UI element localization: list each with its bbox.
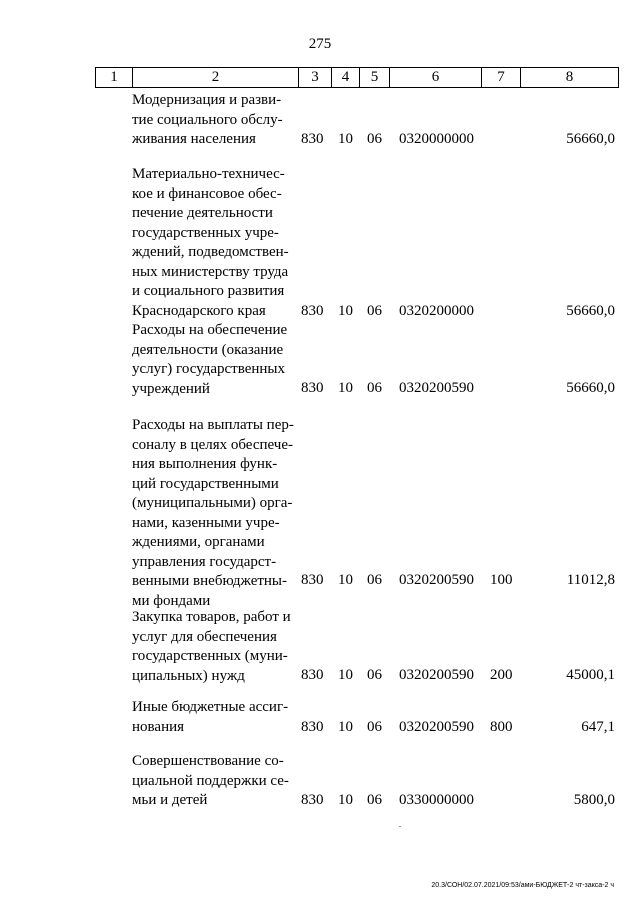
- desc-line: (муниципальными) орга-: [132, 495, 293, 511]
- cell-col3: 830: [301, 719, 324, 735]
- desc-line: печение деятельности: [132, 205, 273, 221]
- desc-line: Краснодарского края: [132, 302, 266, 319]
- column-number-1: 1: [96, 68, 133, 88]
- cell-col5: 06: [367, 719, 382, 735]
- cell-col5: 06: [367, 131, 382, 147]
- desc-line: Расходы на выплаты пер-: [132, 417, 294, 433]
- column-number-2: 2: [133, 68, 299, 88]
- desc-line: услуг) государственных: [132, 361, 285, 377]
- cell-col3: 830: [301, 792, 324, 808]
- cell-col8: 56660,0: [566, 303, 615, 319]
- cell-col5: 06: [367, 380, 382, 396]
- desc-line: мьи и детей: [132, 792, 208, 808]
- cell-col5: 06: [367, 792, 382, 808]
- desc-line: нования: [132, 718, 185, 735]
- cell-col7: 800: [490, 719, 513, 735]
- cell-col4: 10: [338, 719, 353, 735]
- page-number: 275: [308, 36, 332, 52]
- desc-line: и социального развития: [132, 283, 285, 299]
- column-header-row: [95, 67, 619, 88]
- document-footer-stamp: 20.3/СОН/02.07.2021/09:53/ами-БЮДЖЕТ-2 чт-закса-2 ч: [431, 882, 614, 889]
- desc-line: государственных (муни-: [132, 648, 288, 664]
- cell-col8: 5800,0: [573, 792, 615, 808]
- desc-line: ципальных) нужд: [132, 667, 245, 684]
- cell-col8: 11012,8: [566, 572, 615, 588]
- cell-col8: 56660,0: [566, 380, 615, 396]
- cell-col8: 56660,0: [566, 131, 615, 147]
- scan-speck: [399, 826, 401, 827]
- cell-col4: 10: [338, 380, 353, 396]
- desc-line: Закупка товаров, работ и: [132, 609, 291, 625]
- column-number-4: 4: [332, 68, 360, 88]
- column-number-7: 7: [482, 68, 521, 88]
- row-description: [132, 91, 296, 150]
- column-number-5: 5: [360, 68, 390, 88]
- cell-col6: 0330000000: [399, 792, 474, 808]
- desc-line: Материально-техничес-: [132, 166, 285, 182]
- row-description: [132, 416, 296, 611]
- cell-col5: 06: [367, 667, 382, 683]
- row-description: [132, 752, 296, 811]
- desc-line: Иные бюджетные ассиг-: [132, 699, 289, 715]
- desc-line: ций государственными: [132, 475, 279, 492]
- column-number-8: 8: [521, 68, 619, 88]
- desc-line: соналу в целях обеспече-: [132, 436, 293, 453]
- desc-line: ждений, подведомствен-: [132, 244, 289, 260]
- desc-line: услуг для обеспечения: [132, 628, 277, 645]
- desc-line: ждениями, органами: [132, 534, 265, 550]
- cell-col4: 10: [338, 303, 353, 319]
- desc-line: учреждений: [132, 380, 210, 397]
- cell-col6: 0320200590: [399, 719, 474, 735]
- desc-line: Расходы на обеспечение: [132, 322, 288, 338]
- cell-col6: 0320200590: [399, 380, 474, 396]
- cell-col8: 647,1: [581, 719, 615, 735]
- row-description: [132, 698, 296, 737]
- desc-line: нами, казенными учре-: [132, 514, 280, 531]
- desc-line: управления государст-: [132, 553, 277, 570]
- desc-line: живания населения: [132, 131, 256, 147]
- desc-line: Модернизация и разви-: [132, 92, 282, 108]
- cell-col3: 830: [301, 572, 324, 588]
- desc-line: тие социального обслу-: [132, 111, 283, 128]
- cell-col6: 0320200590: [399, 667, 474, 683]
- cell-col7: 200: [490, 667, 513, 683]
- desc-line: деятельности (оказание: [132, 341, 284, 358]
- column-number-3: 3: [299, 68, 332, 88]
- cell-col3: 830: [301, 303, 324, 319]
- desc-line: ми фондами: [132, 592, 211, 609]
- desc-line: кое и финансовое обес-: [132, 185, 282, 202]
- row-description: [132, 608, 296, 686]
- column-number-6: 6: [390, 68, 482, 88]
- desc-line: государственных учре-: [132, 224, 279, 241]
- cell-col3: 830: [301, 667, 324, 683]
- cell-col4: 10: [338, 131, 353, 147]
- desc-line: венными внебюджетны-: [132, 573, 288, 589]
- cell-col7: 100: [490, 572, 513, 588]
- cell-col4: 10: [338, 572, 353, 588]
- cell-col5: 06: [367, 572, 382, 588]
- cell-col6: 0320200000: [399, 303, 474, 319]
- desc-line: ных министерству труда: [132, 263, 289, 280]
- cell-col4: 10: [338, 667, 353, 683]
- desc-line: циальной поддержки се-: [132, 772, 289, 789]
- cell-col3: 830: [301, 131, 324, 147]
- row-description: [132, 321, 296, 399]
- desc-line: Совершенствование со-: [132, 753, 284, 769]
- cell-col3: 830: [301, 380, 324, 396]
- cell-col5: 06: [367, 303, 382, 319]
- cell-col4: 10: [338, 792, 353, 808]
- cell-col6: 0320200590: [399, 572, 474, 588]
- row-description: [132, 165, 296, 321]
- cell-col6: 0320000000: [399, 131, 474, 147]
- cell-col8: 45000,1: [566, 667, 615, 683]
- desc-line: ния выполнения функ-: [132, 456, 278, 472]
